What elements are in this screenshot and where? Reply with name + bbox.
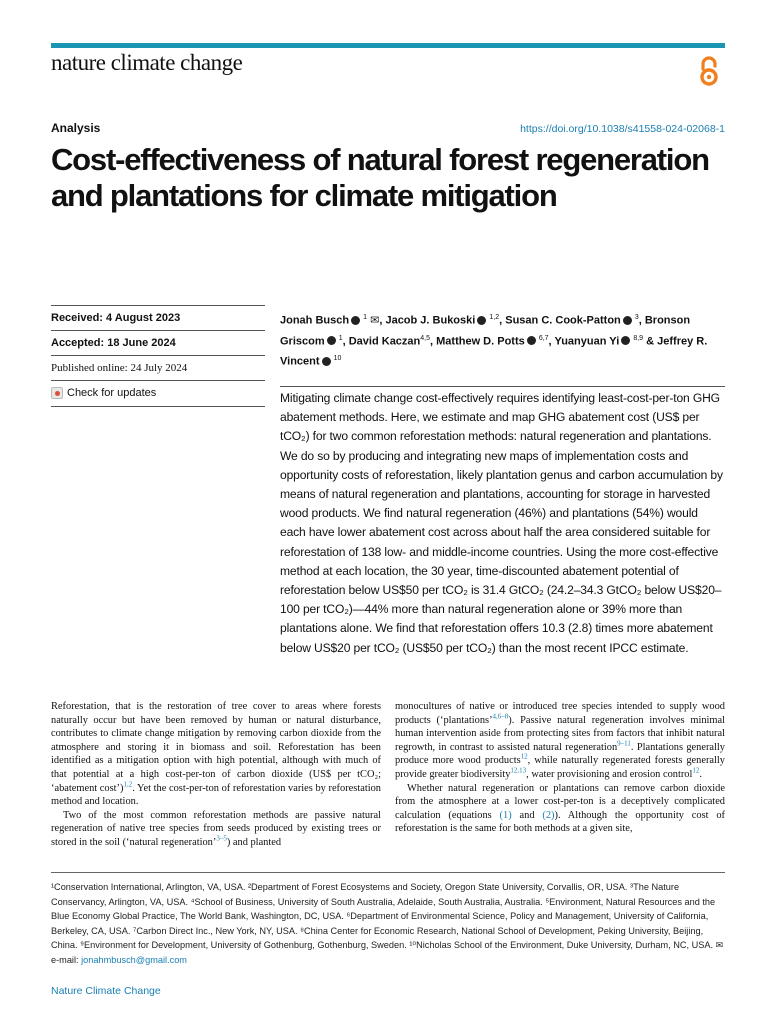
email-label: e-mail: xyxy=(51,954,82,965)
body-column-right xyxy=(395,700,725,836)
body-text: . Plantations generally produce more wood products xyxy=(395,741,725,767)
citation-link[interactable]: 4,6–8 xyxy=(492,712,509,721)
received-date: Received: 4 August 2023 xyxy=(51,312,181,324)
author-affiliation: 8,9 xyxy=(633,334,644,342)
published-date: Published online: 24 July 2024 xyxy=(51,362,188,374)
orcid-icon[interactable] xyxy=(322,357,331,366)
author-affiliation: 4,5 xyxy=(420,334,430,342)
body-text: ). Although the opportunity cost of reforestation is the same for both methods at a given site, xyxy=(395,809,725,835)
orcid-icon[interactable] xyxy=(527,336,536,345)
mail-icon: ✉ xyxy=(715,940,724,951)
body-text: and xyxy=(511,809,543,821)
orcid-icon[interactable] xyxy=(327,336,336,345)
orcid-icon[interactable] xyxy=(351,316,360,325)
author-name[interactable]: Bronson Griscom xyxy=(280,314,691,348)
meta-divider xyxy=(51,406,265,407)
author-name[interactable]: Yuanyuan Yi xyxy=(554,335,620,348)
author-affiliation: 6,7 xyxy=(538,334,549,342)
equation-link[interactable]: (2) xyxy=(542,809,555,821)
author-name[interactable]: Jacob J. Bukoski xyxy=(385,314,476,327)
check-updates-label: Check for updates xyxy=(67,387,157,399)
accepted-date: Accepted: 18 June 2024 xyxy=(51,337,176,349)
citation-link[interactable]: 12,13 xyxy=(510,766,527,775)
body-paragraph xyxy=(51,809,381,850)
author-name[interactable]: Matthew D. Potts xyxy=(436,335,525,348)
body-paragraph xyxy=(395,782,725,836)
meta-divider xyxy=(51,380,265,381)
author-affiliation: 1 xyxy=(338,334,343,342)
mail-icon[interactable]: ✉ xyxy=(370,314,380,327)
open-access-icon[interactable] xyxy=(696,55,722,87)
article-type: Analysis xyxy=(51,121,101,135)
meta-divider xyxy=(51,305,265,306)
author-affiliation: 1,2 xyxy=(489,314,500,321)
body-text: Whether natural regeneration or plantations can remove carbon dioxide from the atmosphere at a lower cost-per-ton is a deceptively complicated calculation (equations xyxy=(395,782,725,821)
affiliations-text: ¹Conservation International, Arlington, VA, USA. ²Department of Forest Ecosystems and Society, Oregon State University, Corvallis, OR, USA. ³The Nature Conservancy, Arlington, VA, USA. ⁴School of Business, University of South Australia, Adelaide, South Australia, Australia. ⁵Environment, Natural Resources and the Blue Economy Global Practice, The World Bank, Washington, DC, USA. ⁶Department of Environmental Science, Policy and Management, University of California, Berkeley, CA, USA. ⁷Carbon Direct Inc., New York, NY, USA. ⁸China Center for Economic Research, National School of Development, Peking University, Beijing, China. ⁹Environment for Development, University of Gothenburg, Gothenburg, Sweden. ¹⁰Nicholas School of the Environment, Duke University, Durham, NC, USA. xyxy=(51,882,716,951)
body-text: ). Passive natural regeneration involves minimal human intervention aside from protecting sites from factors that inhibit natural regrowth, in contrast to assisted natural regeneration xyxy=(395,714,726,753)
body-text: , water provisioning and erosion control xyxy=(526,768,693,780)
author-name[interactable]: Jonah Busch xyxy=(280,314,350,327)
body-text: , while naturally regenerated forests generally provide greater biodiversity xyxy=(395,755,726,780)
abstract: Mitigating climate change cost-effectively requires identifying least-cost-per-ton GHG abatement methods. Here, we estimate and map GHG abatement cost (US$ per tCO₂) for two common reforestation methods: natural regeneration and plantations. We do so by producing and integrating new maps of implementation costs and opportunity costs of reforestation, likely plantation genus and carbon accumulation by means of natural regeneration and plantations, accounting for storage in harvested wood products. We find natural regeneration (46%) and plantations (54%) would each have lower abatement cost across about half the area considered suitable for reforestation of 138 low- and middle-income countries. Using the more cost-effective method at each location, the 30 year, time-discounted abatement potential of reforestation below US$50 per tCO₂ is 31.4 GtCO₂ (24.2–34.3 GtCO₂ below US$20–100 per tCO₂)—44% more than natural regeneration alone or 39% more than plantations alone. We find that reforestation offers 10.3 (2.8) times more abatement below US$20 per tCO₂ (US$50 per tCO₂) than the most recent IPCC estimate. xyxy=(280,391,723,655)
check-updates-icon xyxy=(51,387,63,399)
journal-name: nature climate change xyxy=(51,50,243,75)
body-text: Two of the most common reforestation methods are passive natural regeneration of native tree species from seeds produced by existing trees or stored in the soil (‘natural regeneration’ xyxy=(51,809,381,848)
author-name[interactable]: Susan C. Cook-Patton xyxy=(505,314,621,327)
body-text: Reforestation, that is the restoration of tree cover to areas where forests naturally occur but have been removed by human or natural disturbance, contributes to climate change mitigation by removing carbon dioxide from the atmosphere and storing it in biomass and soil. Reforestation has been identified as a mitigation option with high potential, although with much of that potential at a high cost-per-ton of carbon dioxide (US$ per tCO₂; ‘abatement cost’) xyxy=(51,701,381,794)
doi-link[interactable]: https://doi.org/10.1038/s41558-024-02068-1 xyxy=(520,123,725,135)
author-affiliation: 3 xyxy=(634,314,639,321)
citation-link[interactable]: 9–11 xyxy=(617,739,631,748)
body-text: monocultures of native or introduced tree species intended to supply wood products (‘plantations’ xyxy=(395,701,725,726)
citation-link[interactable]: 12 xyxy=(692,766,700,775)
author-list: Jonah Busch $^1$ ✉, Jacob J. Bukoski $^{1,2}$, Susan C. Cook-Patton $^3$, Bronson Griscom $^1$, David Kaczan$^{4,5}$, Matthew D. Potts $^{6,7}$, Yuanyuan Yi $^{8,9}$ & Jeffrey R. Vincent $^{10}$ xyxy=(280,314,708,368)
author-affiliation: 10 xyxy=(333,355,342,363)
body-column-left xyxy=(51,700,381,850)
journal-accent-bar xyxy=(51,43,725,48)
orcid-icon[interactable] xyxy=(621,336,630,345)
affiliations-footnote xyxy=(51,880,725,968)
citation-link[interactable]: 12 xyxy=(520,752,528,761)
footnote-divider xyxy=(51,872,725,873)
author-name[interactable]: David Kaczan xyxy=(348,335,421,348)
body-text: ) and planted xyxy=(226,836,282,848)
orcid-icon[interactable] xyxy=(623,316,632,325)
footer-journal-name[interactable]: Nature Climate Change xyxy=(51,985,161,997)
equation-link[interactable]: (1) xyxy=(499,809,512,821)
body-text: . Yet the cost-per-ton of reforestation varies by reforestation method and location. xyxy=(51,782,381,808)
author-name[interactable]: Jeffrey R. Vincent xyxy=(280,335,708,368)
meta-divider xyxy=(51,355,265,356)
author-affiliation: 1 xyxy=(363,314,368,321)
check-updates-button[interactable] xyxy=(51,387,265,399)
meta-divider xyxy=(51,330,265,331)
body-paragraph xyxy=(51,700,381,809)
citation-link[interactable]: 3–5 xyxy=(216,834,227,843)
article-title: Cost-effectiveness of natural forest regeneration and plantations for climate mitigation xyxy=(51,142,709,213)
body-text: . xyxy=(699,768,702,780)
email-link[interactable]: jonahmbusch@gmail.com xyxy=(81,954,187,965)
orcid-icon[interactable] xyxy=(477,316,486,325)
citation-link[interactable]: 1,2 xyxy=(123,780,133,789)
body-paragraph xyxy=(395,700,725,782)
